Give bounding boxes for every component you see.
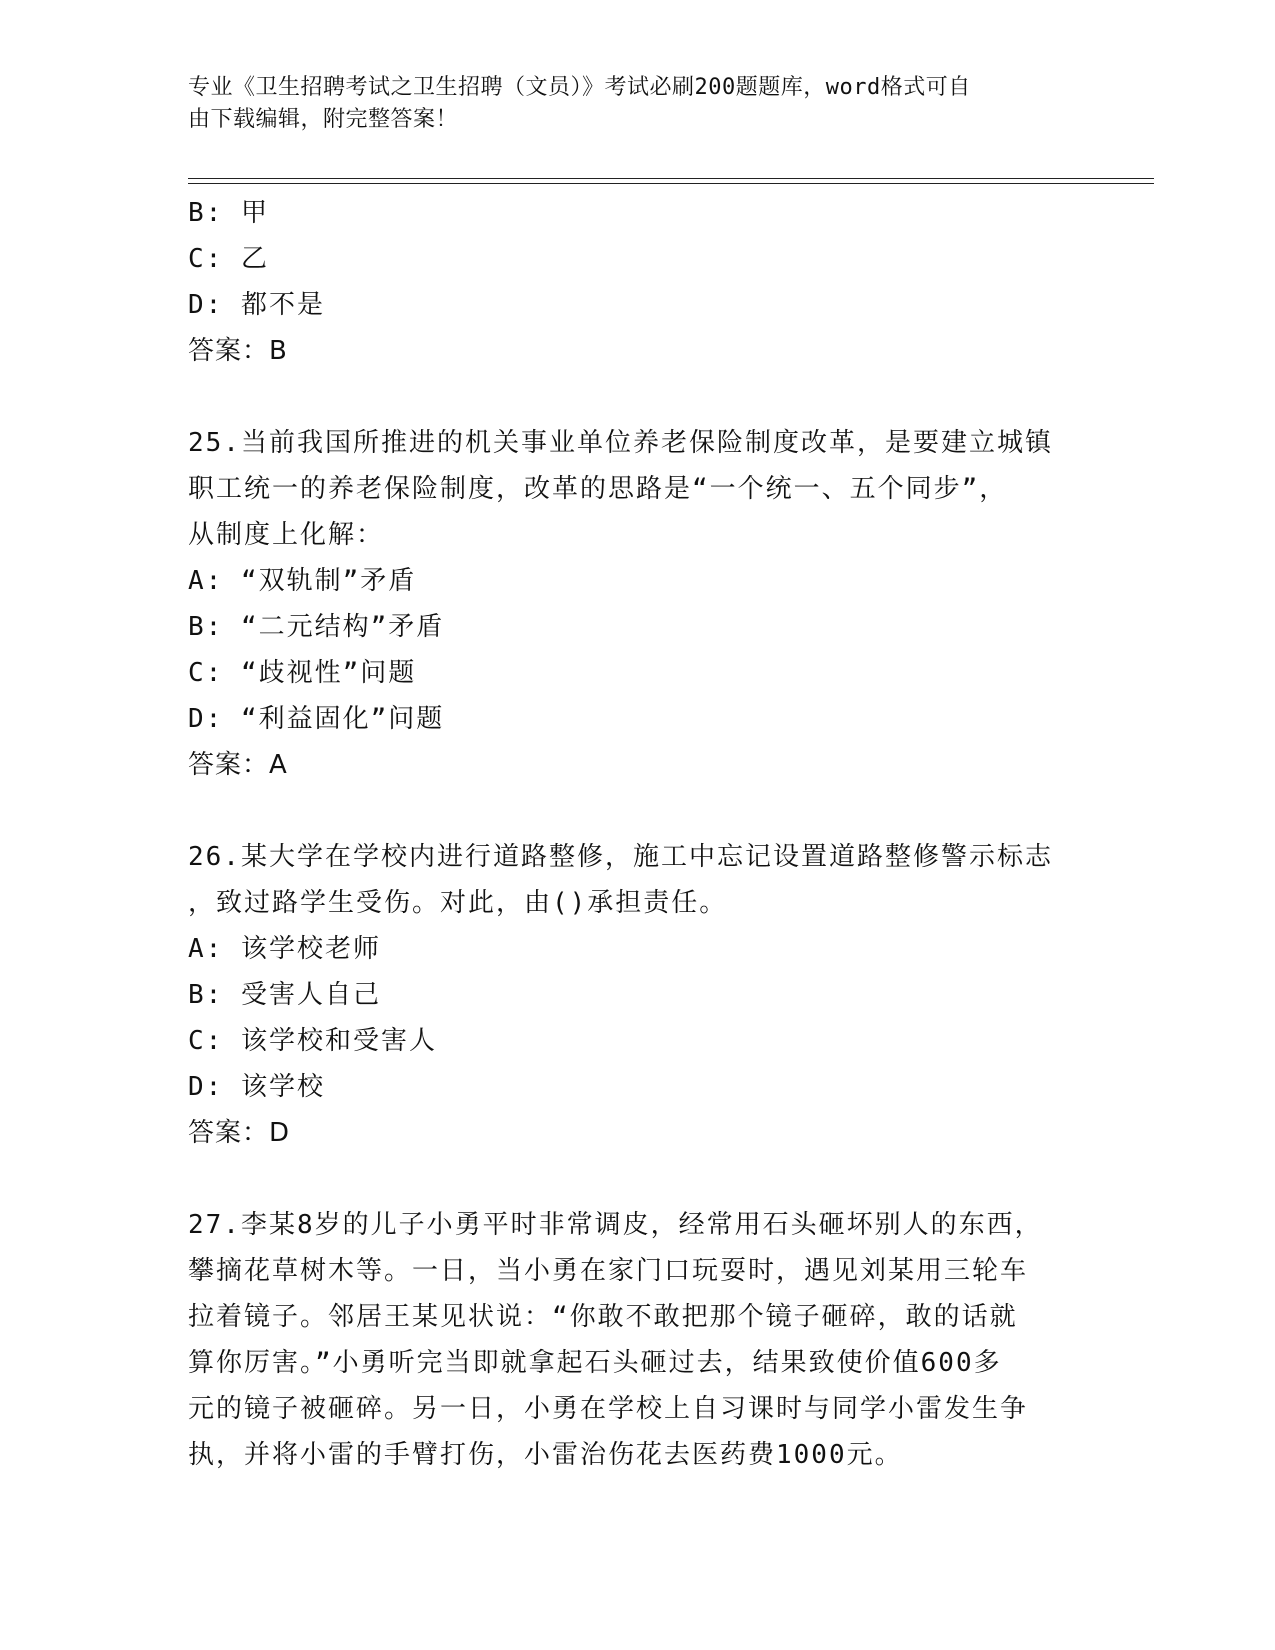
option-c: C: “歧视性”问题 — [188, 658, 417, 688]
header-divider-top — [188, 178, 1154, 179]
spacer — [188, 374, 1088, 420]
header-divider-bottom — [188, 183, 1154, 184]
question-25 — [188, 420, 1088, 788]
page-header — [188, 72, 1068, 136]
option-a: A: “双轨制”矛盾 — [188, 566, 417, 596]
document-body — [188, 190, 1088, 1478]
question-stem-line: 25.当前我国所推进的机关事业单位养老保险制度改革，是要建立城镇 — [188, 428, 1053, 458]
option-d: D: 都不是 — [188, 290, 325, 320]
question-stem-line: 执，并将小雷的手臂打伤，小雷治伤花去医药费1000元。 — [188, 1440, 903, 1470]
answer-line: 答案：B — [188, 336, 288, 366]
question-stem-line: 算你厉害。”小勇听完当即就拿起石头砸过去，结果致使价值600多 — [188, 1348, 1002, 1378]
option-c: C: 乙 — [188, 244, 269, 274]
question-stem-line: 从制度上化解： — [188, 520, 385, 550]
answer-line: 答案：D — [188, 1118, 291, 1148]
question-24-tail — [188, 190, 1088, 374]
option-b: B: 甲 — [188, 198, 269, 228]
header-line-2: 由下载编辑，附完整答案！ — [188, 107, 459, 132]
question-stem-line: 拉着镜子。邻居王某见状说：“你敢不敢把那个镜子砸碎，敢的话就 — [188, 1302, 1018, 1332]
question-stem-line: 27.李某8岁的儿子小勇平时非常调皮，经常用石头砸坏别人的东西， — [188, 1210, 1043, 1240]
question-stem-line: 26.某大学在学校内进行道路整修，施工中忘记设置道路整修警示标志 — [188, 842, 1053, 872]
spacer — [188, 788, 1088, 834]
option-b: B: 受害人自己 — [188, 980, 381, 1010]
spacer — [188, 1156, 1088, 1202]
question-27 — [188, 1202, 1088, 1478]
option-a: A: 该学校老师 — [188, 934, 381, 964]
answer-line: 答案：A — [188, 750, 288, 780]
question-stem-line: 攀摘花草树木等。一日，当小勇在家门口玩耍时，遇见刘某用三轮车 — [188, 1256, 1029, 1286]
question-stem-line: 职工统一的养老保险制度，改革的思路是“一个统一、五个同步”， — [188, 474, 1008, 504]
option-d: D: “利益固化”问题 — [188, 704, 445, 734]
question-stem-line: ，致过路学生受伤。对此，由()承担责任。 — [188, 888, 728, 918]
question-stem-line: 元的镜子被砸碎。另一日，小勇在学校上自习课时与同学小雷发生争 — [188, 1394, 1029, 1424]
header-line-1: 专业《卫生招聘考试之卫生招聘（文员）》考试必刷200题题库，word格式可自 — [188, 75, 971, 100]
option-b: B: “二元结构”矛盾 — [188, 612, 445, 642]
option-c: C: 该学校和受害人 — [188, 1026, 437, 1056]
question-26 — [188, 834, 1088, 1156]
option-d: D: 该学校 — [188, 1072, 325, 1102]
